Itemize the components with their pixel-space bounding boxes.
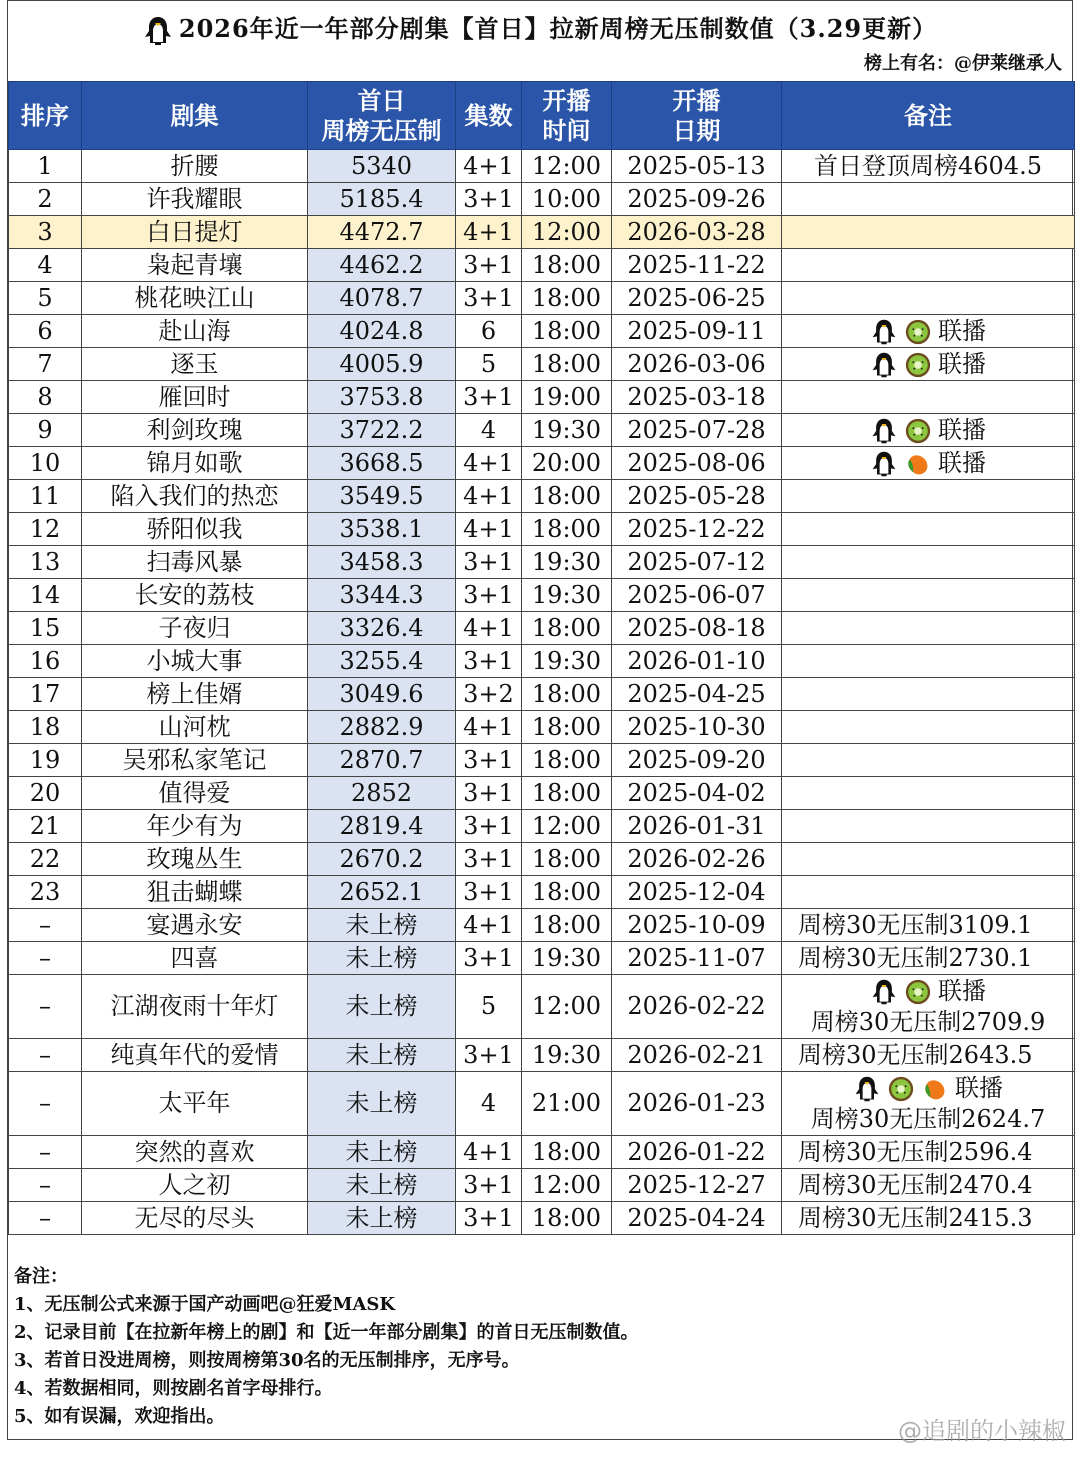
penguin-icon [870,318,898,346]
episodes-cell: 4 [456,414,522,447]
note-label: 联播 [938,448,986,477]
kiwi-icon [904,318,932,346]
note-cell [782,942,1075,975]
value-cell: 2652.1 [308,876,456,909]
value-cell: 5185.4 [308,183,456,216]
watermark: @追剧的小辣椒 [898,1417,1066,1445]
time-cell: 18:00 [522,876,612,909]
date-cell: 2025-04-25 [612,678,782,711]
rank-cell: – [9,942,82,975]
date-cell: 2025-07-28 [612,414,782,447]
table-row [9,876,1075,909]
time-cell: 19:00 [522,381,612,414]
drama-cell: 逐玉 [82,348,308,381]
note-cell [782,876,1075,909]
rank-cell: – [9,1202,82,1235]
note-cell [782,249,1075,282]
value-cell: 2819.4 [308,810,456,843]
rank-cell: – [9,975,82,1039]
date-cell: 2025-07-12 [612,546,782,579]
credit-text: 榜上有名：@伊莱继承人 [864,53,1062,74]
date-cell: 2025-09-20 [612,744,782,777]
drama-cell: 枭起青壤 [82,249,308,282]
date-cell: 2025-09-26 [612,183,782,216]
drama-cell: 扫毒风暴 [82,546,308,579]
rank-cell: 15 [9,612,82,645]
date-cell: 2026-03-28 [612,216,782,249]
episodes-cell: 4+1 [456,1136,522,1169]
episodes-cell: 3+1 [456,1039,522,1072]
note-cell [782,777,1075,810]
value-cell: 3753.8 [308,381,456,414]
value-cell: 2670.2 [308,843,456,876]
time-cell: 19:30 [522,942,612,975]
episodes-cell: 4 [456,1072,522,1136]
note-label: 周榜30无压制2730.1 [798,943,1033,972]
value-cell: 4462.2 [308,249,456,282]
note-cell [782,579,1075,612]
penguin-icon [870,450,898,478]
note-cell [782,348,1075,381]
drama-cell: 山河枕 [82,711,308,744]
note-cell [782,1136,1075,1169]
drama-cell: 子夜归 [82,612,308,645]
value-cell: 3326.4 [308,612,456,645]
table-row [9,909,1075,942]
value-cell: 3344.3 [308,579,456,612]
col-episodes: 集数 [456,82,522,150]
time-cell: 18:00 [522,480,612,513]
episodes-cell: 4+1 [456,513,522,546]
penguin-icon [870,351,898,379]
note-cell [782,645,1075,678]
table-row [9,414,1075,447]
note-cell [782,975,1075,1039]
time-cell: 18:00 [522,777,612,810]
table-row [9,810,1075,843]
note-cell [782,216,1075,249]
value-cell: 未上榜 [308,1072,456,1136]
time-cell: 18:00 [522,909,612,942]
drama-cell: 无尽的尽头 [82,1202,308,1235]
table-row [9,1072,1075,1136]
value-cell: 未上榜 [308,909,456,942]
date-cell: 2025-03-18 [612,381,782,414]
note-label: 周榜30无压制3109.1 [798,910,1033,939]
time-cell: 10:00 [522,183,612,216]
date-cell: 2026-01-22 [612,1136,782,1169]
drama-cell: 白日提灯 [82,216,308,249]
value-cell: 2882.9 [308,711,456,744]
table-row [9,513,1075,546]
drama-cell: 折腰 [82,150,308,183]
date-cell: 2025-11-22 [612,249,782,282]
time-cell: 12:00 [522,975,612,1039]
note-cell [782,414,1075,447]
rank-cell: 12 [9,513,82,546]
time-cell: 21:00 [522,1072,612,1136]
note-label: 周榜30无压制2709.9 [810,1007,1046,1036]
time-cell: 18:00 [522,315,612,348]
table-row [9,711,1075,744]
table-row [9,579,1075,612]
penguin-icon [853,1075,881,1103]
value-cell: 4005.9 [308,348,456,381]
value-cell: 3255.4 [308,645,456,678]
date-cell: 2025-12-22 [612,513,782,546]
time-cell: 18:00 [522,249,612,282]
table-row [9,150,1075,183]
episodes-cell: 3+1 [456,645,522,678]
date-cell: 2025-06-07 [612,579,782,612]
rank-cell: 4 [9,249,82,282]
rank-cell: 18 [9,711,82,744]
footnotes-heading: 备注： [14,1266,68,1287]
rank-cell: 19 [9,744,82,777]
rank-cell: 10 [9,447,82,480]
date-cell: 2026-01-31 [612,810,782,843]
rank-cell: 16 [9,645,82,678]
footnote-4: 4、若数据相同，则按剧名首字母排行。 [14,1378,333,1399]
mango-icon [921,1075,949,1103]
table-row [9,942,1075,975]
table-row [9,282,1075,315]
rank-cell: 6 [9,315,82,348]
episodes-cell: 3+1 [456,1169,522,1202]
ranking-table [8,81,1075,1235]
date-cell: 2026-01-23 [612,1072,782,1136]
rank-cell: 22 [9,843,82,876]
note-cell [782,612,1075,645]
note-cell [782,282,1075,315]
episodes-cell: 3+1 [456,381,522,414]
table-row [9,381,1075,414]
time-cell: 19:30 [522,1039,612,1072]
rank-cell: 2 [9,183,82,216]
col-drama: 剧集 [82,82,308,150]
drama-cell: 纯真年代的爱情 [82,1039,308,1072]
table-row [9,348,1075,381]
episodes-cell: 3+1 [456,942,522,975]
rank-cell: 20 [9,777,82,810]
rank-cell: 1 [9,150,82,183]
rank-cell: 8 [9,381,82,414]
episodes-cell: 3+1 [456,1202,522,1235]
col-notes: 备注 [782,82,1075,150]
rank-cell: 7 [9,348,82,381]
table-row [9,183,1075,216]
time-cell: 19:30 [522,414,612,447]
time-cell: 18:00 [522,348,612,381]
ranking-sheet [7,0,1073,1440]
date-cell: 2025-04-02 [612,777,782,810]
episodes-cell: 3+1 [456,282,522,315]
date-cell: 2025-08-18 [612,612,782,645]
table-row [9,1202,1075,1235]
drama-cell: 年少有为 [82,810,308,843]
note-label: 周榜30无压制2596.4 [798,1137,1033,1166]
penguin-icon [870,417,898,445]
table-row [9,315,1075,348]
value-cell: 3668.5 [308,447,456,480]
note-cell [782,546,1075,579]
rank-cell: 17 [9,678,82,711]
mango-icon [904,450,932,478]
date-cell: 2026-01-10 [612,645,782,678]
time-cell: 12:00 [522,216,612,249]
note-top-label: 联播 [955,1073,1003,1102]
note-cell [782,810,1075,843]
episodes-cell: 3+1 [456,183,522,216]
note-label: 周榜30无压制2470.4 [798,1170,1033,1199]
date-cell: 2025-04-24 [612,1202,782,1235]
episodes-cell: 3+1 [456,810,522,843]
table-row [9,1169,1075,1202]
kiwi-icon [904,417,932,445]
kiwi-icon [904,978,932,1006]
table-row [9,975,1075,1039]
date-cell: 2025-10-30 [612,711,782,744]
value-cell: 3722.2 [308,414,456,447]
date-cell: 2026-02-22 [612,975,782,1039]
note-label: 联播 [938,316,986,345]
note-cell [782,315,1075,348]
value-cell: 4078.7 [308,282,456,315]
time-cell: 19:30 [522,579,612,612]
time-cell: 20:00 [522,447,612,480]
note-cell [782,1072,1075,1136]
table-row [9,843,1075,876]
episodes-cell: 4+1 [456,480,522,513]
footnote-1: 1、无压制公式来源于国产动画吧@狂爱MASK [14,1294,396,1315]
drama-cell: 骄阳似我 [82,513,308,546]
drama-cell: 陷入我们的热恋 [82,480,308,513]
table-row [9,678,1075,711]
note-cell [782,381,1075,414]
note-cell [782,744,1075,777]
drama-cell: 值得爱 [82,777,308,810]
time-cell: 18:00 [522,744,612,777]
note-cell [782,678,1075,711]
kiwi-icon [904,351,932,379]
col-time: 开播 时间 [522,82,612,150]
time-cell: 19:30 [522,645,612,678]
time-cell: 18:00 [522,678,612,711]
note-cell [782,1169,1075,1202]
note-label: 联播 [938,349,986,378]
episodes-cell: 6 [456,315,522,348]
episodes-cell: 4+1 [456,216,522,249]
table-row [9,216,1075,249]
drama-cell: 长安的荔枝 [82,579,308,612]
time-cell: 12:00 [522,150,612,183]
episodes-cell: 4+1 [456,909,522,942]
value-cell: 未上榜 [308,942,456,975]
date-cell: 2025-06-25 [612,282,782,315]
table-row [9,1039,1075,1072]
table-row [9,1136,1075,1169]
table-row [9,777,1075,810]
date-cell: 2025-12-27 [612,1169,782,1202]
drama-cell: 人之初 [82,1169,308,1202]
episodes-cell: 5 [456,975,522,1039]
note-cell [782,843,1075,876]
note-cell [782,447,1075,480]
date-cell: 2025-10-09 [612,909,782,942]
drama-cell: 桃花映江山 [82,282,308,315]
episodes-cell: 4+1 [456,150,522,183]
rank-cell: – [9,909,82,942]
note-cell [782,909,1075,942]
col-value: 首日 周榜无压制 [308,82,456,150]
note-cell [782,513,1075,546]
col-date: 开播 日期 [612,82,782,150]
value-cell: 3049.6 [308,678,456,711]
episodes-cell: 3+2 [456,678,522,711]
date-cell: 2026-02-21 [612,1039,782,1072]
note-label: 联播 [938,415,986,444]
rank-cell: – [9,1039,82,1072]
time-cell: 18:00 [522,612,612,645]
table-row [9,645,1075,678]
drama-cell: 吴邪私家笔记 [82,744,308,777]
value-cell: 3458.3 [308,546,456,579]
date-cell: 2025-12-04 [612,876,782,909]
footnote-5: 5、如有误漏，欢迎指出。 [14,1406,225,1427]
drama-cell: 雁回时 [82,381,308,414]
rank-cell: – [9,1136,82,1169]
penguin-icon [870,978,898,1006]
value-cell: 4024.8 [308,315,456,348]
episodes-cell: 3+1 [456,843,522,876]
episodes-cell: 4+1 [456,711,522,744]
rank-cell: 13 [9,546,82,579]
time-cell: 18:00 [522,711,612,744]
episodes-cell: 3+1 [456,876,522,909]
drama-cell: 赴山海 [82,315,308,348]
note-cell [782,1039,1075,1072]
date-cell: 2025-09-11 [612,315,782,348]
date-cell: 2025-08-06 [612,447,782,480]
rank-cell: 23 [9,876,82,909]
value-cell: 未上榜 [308,1039,456,1072]
table-row [9,744,1075,777]
episodes-cell: 5 [456,348,522,381]
episodes-cell: 3+1 [456,744,522,777]
table-row [9,612,1075,645]
date-cell: 2025-05-28 [612,480,782,513]
episodes-cell: 3+1 [456,579,522,612]
value-cell: 2870.7 [308,744,456,777]
note-cell [782,1202,1075,1235]
rank-cell: 5 [9,282,82,315]
table-row [9,447,1075,480]
rank-cell: 14 [9,579,82,612]
value-cell: 未上榜 [308,1136,456,1169]
table-row [9,249,1075,282]
value-cell: 未上榜 [308,1169,456,1202]
note-label: 首日登顶周榜4604.5 [814,151,1042,180]
value-cell: 3538.1 [308,513,456,546]
rank-cell: – [9,1072,82,1136]
drama-cell: 突然的喜欢 [82,1136,308,1169]
date-cell: 2025-05-13 [612,150,782,183]
note-label: 周榜30无压制2415.3 [798,1203,1033,1232]
table-row [9,480,1075,513]
drama-cell: 太平年 [82,1072,308,1136]
kiwi-icon [887,1075,915,1103]
drama-cell: 许我耀眼 [82,183,308,216]
time-cell: 18:00 [522,513,612,546]
date-cell: 2026-02-26 [612,843,782,876]
col-rank: 排序 [9,82,82,150]
episodes-cell: 3+1 [456,249,522,282]
note-cell [782,711,1075,744]
episodes-cell: 4+1 [456,612,522,645]
date-cell: 2025-11-07 [612,942,782,975]
table-header-row [9,82,1075,150]
value-cell: 未上榜 [308,975,456,1039]
rank-cell: 11 [9,480,82,513]
value-cell: 未上榜 [308,1202,456,1235]
rank-cell: 21 [9,810,82,843]
penguin-icon [143,15,173,47]
drama-cell: 小城大事 [82,645,308,678]
time-cell: 12:00 [522,1169,612,1202]
drama-cell: 四喜 [82,942,308,975]
value-cell: 4472.7 [308,216,456,249]
footnote-2: 2、记录目前【在拉新年榜上的剧】和【近一年部分剧集】的首日无压制数值。 [14,1322,639,1343]
table-row [9,546,1075,579]
value-cell: 5340 [308,150,456,183]
time-cell: 18:00 [522,843,612,876]
footnote-3: 3、若首日没进周榜，则按周榜第30名的无压制排序，无序号。 [14,1350,520,1371]
time-cell: 12:00 [522,810,612,843]
rank-cell: 9 [9,414,82,447]
episodes-cell: 4+1 [456,447,522,480]
note-cell [782,480,1075,513]
note-top-label: 联播 [938,976,986,1005]
episodes-cell: 3+1 [456,777,522,810]
rank-cell: – [9,1169,82,1202]
note-label: 周榜30无压制2624.7 [810,1104,1046,1133]
drama-cell: 宴遇永安 [82,909,308,942]
page-title [8,9,1072,47]
drama-cell: 江湖夜雨十年灯 [82,975,308,1039]
episodes-cell: 3+1 [456,546,522,579]
drama-cell: 锦月如歌 [82,447,308,480]
date-cell: 2026-03-06 [612,348,782,381]
value-cell: 2852 [308,777,456,810]
drama-cell: 榜上佳婿 [82,678,308,711]
drama-cell: 利剑玫瑰 [82,414,308,447]
value-cell: 3549.5 [308,480,456,513]
time-cell: 18:00 [522,282,612,315]
time-cell: 19:30 [522,546,612,579]
note-cell [782,150,1075,183]
time-cell: 18:00 [522,1136,612,1169]
rank-cell: 3 [9,216,82,249]
drama-cell: 玫瑰丛生 [82,843,308,876]
time-cell: 18:00 [522,1202,612,1235]
note-cell [782,183,1075,216]
title-text: 2026年近一年部分剧集【首日】拉新周榜无压制数值（3.29更新） [178,14,938,43]
footnotes [14,1263,639,1431]
drama-cell: 狙击蝴蝶 [82,876,308,909]
note-label: 周榜30无压制2643.5 [798,1040,1033,1069]
